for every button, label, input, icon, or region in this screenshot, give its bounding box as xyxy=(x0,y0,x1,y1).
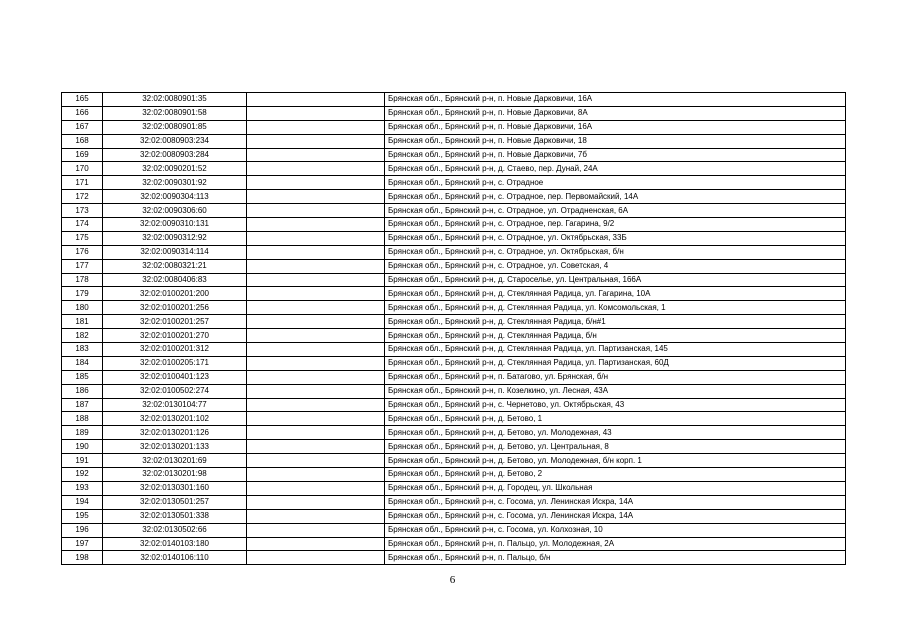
row-number-cell: 195 xyxy=(62,509,103,523)
table-row xyxy=(62,134,846,148)
cadastral-number-cell: 32:02:0100201:257 xyxy=(103,315,247,329)
empty-cell xyxy=(247,537,385,551)
row-number-cell: 190 xyxy=(62,440,103,454)
address-cell: Брянская обл., Брянский р-н, д. Стеклянная Радица, ул. Партизанская, 60Д xyxy=(385,356,846,370)
row-number-cell: 179 xyxy=(62,287,103,301)
row-number-cell: 194 xyxy=(62,495,103,509)
cadastral-number-cell: 32:02:0080406:83 xyxy=(103,273,247,287)
table-row xyxy=(62,259,846,273)
table-row xyxy=(62,120,846,134)
cadastral-number-cell: 32:02:0100502:274 xyxy=(103,384,247,398)
address-cell: Брянская обл., Брянский р-н, с. Отрадное, ул. Отрадненская, 6А xyxy=(385,204,846,218)
empty-cell xyxy=(247,93,385,107)
address-cell: Брянская обл., Брянский р-н, п. Новые Дарковичи, 16А xyxy=(385,93,846,107)
cadastral-number-cell: 32:02:0130201:98 xyxy=(103,468,247,482)
row-number-cell: 173 xyxy=(62,204,103,218)
row-number-cell: 171 xyxy=(62,176,103,190)
row-number-cell: 189 xyxy=(62,426,103,440)
table-row xyxy=(62,356,846,370)
row-number-cell: 176 xyxy=(62,245,103,259)
row-number-cell: 166 xyxy=(62,106,103,120)
cadastral-number-cell: 32:02:0100201:200 xyxy=(103,287,247,301)
table-row xyxy=(62,93,846,107)
empty-cell xyxy=(247,231,385,245)
address-cell: Брянская обл., Брянский р-н, п. Новые Дарковичи, 18 xyxy=(385,134,846,148)
cadastral-number-cell: 32:02:0080901:58 xyxy=(103,106,247,120)
address-cell: Брянская обл., Брянский р-н, п. Новые Дарковичи, 16А xyxy=(385,120,846,134)
cadastral-number-cell: 32:02:0100201:312 xyxy=(103,343,247,357)
table-row xyxy=(62,509,846,523)
registry-table xyxy=(61,92,846,565)
row-number-cell: 175 xyxy=(62,231,103,245)
address-cell: Брянская обл., Брянский р-н, д. Стеклянная Радица, ул. Гагарина, 10А xyxy=(385,287,846,301)
row-number-cell: 165 xyxy=(62,93,103,107)
address-cell: Брянская обл., Брянский р-н, п. Пальцо, ул. Молодежная, 2А xyxy=(385,537,846,551)
cadastral-number-cell: 32:02:0090304:113 xyxy=(103,190,247,204)
cadastral-number-cell: 32:02:0130502:66 xyxy=(103,523,247,537)
cadastral-number-cell: 32:02:0130201:102 xyxy=(103,412,247,426)
empty-cell xyxy=(247,134,385,148)
address-cell: Брянская обл., Брянский р-н, с. Отрадное xyxy=(385,176,846,190)
cadastral-number-cell: 32:02:0130301:160 xyxy=(103,481,247,495)
cadastral-number-cell: 32:02:0100401:123 xyxy=(103,370,247,384)
cadastral-number-cell: 32:02:0090312:92 xyxy=(103,231,247,245)
cadastral-number-cell: 32:02:0080901:35 xyxy=(103,93,247,107)
cadastral-number-cell: 32:02:0100201:256 xyxy=(103,301,247,315)
row-number-cell: 191 xyxy=(62,454,103,468)
table-row xyxy=(62,190,846,204)
empty-cell xyxy=(247,329,385,343)
table-row xyxy=(62,162,846,176)
address-cell: Брянская обл., Брянский р-н, д. Бетово, ул. Центральная, 8 xyxy=(385,440,846,454)
empty-cell xyxy=(247,523,385,537)
cadastral-number-cell: 32:02:0130201:126 xyxy=(103,426,247,440)
empty-cell xyxy=(247,301,385,315)
table-row xyxy=(62,148,846,162)
empty-cell xyxy=(247,412,385,426)
cadastral-number-cell: 32:02:0080903:284 xyxy=(103,148,247,162)
empty-cell xyxy=(247,495,385,509)
cadastral-number-cell: 32:02:0100205:171 xyxy=(103,356,247,370)
address-cell: Брянская обл., Брянский р-н, д. Староселье, ул. Центральная, 166А xyxy=(385,273,846,287)
empty-cell xyxy=(247,384,385,398)
address-cell: Брянская обл., Брянский р-н, п. Новые Дарковичи, 8А xyxy=(385,106,846,120)
table-row xyxy=(62,204,846,218)
address-cell: Брянская обл., Брянский р-н, д. Бетово, ул. Молодежная, б/н корп. 1 xyxy=(385,454,846,468)
address-cell: Брянская обл., Брянский р-н, с. Отрадное, пер. Гагарина, 9/2 xyxy=(385,218,846,232)
address-cell: Брянская обл., Брянский р-н, д. Бетово, ул. Молодежная, 43 xyxy=(385,426,846,440)
cadastral-number-cell: 32:02:0080321:21 xyxy=(103,259,247,273)
empty-cell xyxy=(247,440,385,454)
table-row xyxy=(62,537,846,551)
cadastral-number-cell: 32:02:0130501:338 xyxy=(103,509,247,523)
address-cell: Брянская обл., Брянский р-н, с. Отрадное, пер. Первомайский, 14А xyxy=(385,190,846,204)
address-cell: Брянская обл., Брянский р-н, с. Отрадное, ул. Советская, 4 xyxy=(385,259,846,273)
empty-cell xyxy=(247,218,385,232)
address-cell: Брянская обл., Брянский р-н, д. Стеклянная Радица, ул. Комсомольская, 1 xyxy=(385,301,846,315)
cadastral-number-cell: 32:02:0090306:60 xyxy=(103,204,247,218)
empty-cell xyxy=(247,162,385,176)
table-row xyxy=(62,440,846,454)
empty-cell xyxy=(247,315,385,329)
empty-cell xyxy=(247,343,385,357)
row-number-cell: 184 xyxy=(62,356,103,370)
cadastral-number-cell: 32:02:0090301:92 xyxy=(103,176,247,190)
row-number-cell: 193 xyxy=(62,481,103,495)
table-row xyxy=(62,551,846,565)
cadastral-number-cell: 32:02:0090310:131 xyxy=(103,218,247,232)
row-number-cell: 180 xyxy=(62,301,103,315)
empty-cell xyxy=(247,287,385,301)
row-number-cell: 172 xyxy=(62,190,103,204)
cadastral-number-cell: 32:02:0130501:257 xyxy=(103,495,247,509)
empty-cell xyxy=(247,273,385,287)
table-row xyxy=(62,426,846,440)
address-cell: Брянская обл., Брянский р-н, п. Пальцо, б/н xyxy=(385,551,846,565)
empty-cell xyxy=(247,204,385,218)
table-row xyxy=(62,273,846,287)
address-cell: Брянская обл., Брянский р-н, д. Стеклянная Радица, ул. Партизанская, 145 xyxy=(385,343,846,357)
table-row xyxy=(62,384,846,398)
table-row xyxy=(62,412,846,426)
table-row xyxy=(62,454,846,468)
row-number-cell: 174 xyxy=(62,218,103,232)
table-row xyxy=(62,468,846,482)
address-cell: Брянская обл., Брянский р-н, с. Отрадное, ул. Октябрьская, 33Б xyxy=(385,231,846,245)
row-number-cell: 183 xyxy=(62,343,103,357)
table-row xyxy=(62,495,846,509)
row-number-cell: 181 xyxy=(62,315,103,329)
address-cell: Брянская обл., Брянский р-н, д. Бетово, 2 xyxy=(385,468,846,482)
table-row xyxy=(62,370,846,384)
address-cell: Брянская обл., Брянский р-н, п. Козелкино, ул. Лесная, 43А xyxy=(385,384,846,398)
table-row xyxy=(62,523,846,537)
address-cell: Брянская обл., Брянский р-н, д. Бетово, 1 xyxy=(385,412,846,426)
row-number-cell: 169 xyxy=(62,148,103,162)
address-cell: Брянская обл., Брянский р-н, д. Стеклянная Радица, б/н#1 xyxy=(385,315,846,329)
address-cell: Брянская обл., Брянский р-н, д. Городец, ул. Школьная xyxy=(385,481,846,495)
table-row xyxy=(62,287,846,301)
row-number-cell: 196 xyxy=(62,523,103,537)
cadastral-number-cell: 32:02:0130201:69 xyxy=(103,454,247,468)
address-cell: Брянская обл., Брянский р-н, с. Госома, ул. Колхозная, 10 xyxy=(385,523,846,537)
address-cell: Брянская обл., Брянский р-н, с. Госома, ул. Ленинская Искра, 14А xyxy=(385,495,846,509)
empty-cell xyxy=(247,370,385,384)
row-number-cell: 177 xyxy=(62,259,103,273)
cadastral-number-cell: 32:02:0080903:234 xyxy=(103,134,247,148)
address-cell: Брянская обл., Брянский р-н, п. Батагово, ул. Брянская, б/н xyxy=(385,370,846,384)
table-row xyxy=(62,301,846,315)
row-number-cell: 185 xyxy=(62,370,103,384)
table-row xyxy=(62,329,846,343)
empty-cell xyxy=(247,106,385,120)
cadastral-number-cell: 32:02:0130201:133 xyxy=(103,440,247,454)
table-row xyxy=(62,245,846,259)
empty-cell xyxy=(247,120,385,134)
table-row xyxy=(62,218,846,232)
row-number-cell: 188 xyxy=(62,412,103,426)
row-number-cell: 168 xyxy=(62,134,103,148)
empty-cell xyxy=(247,176,385,190)
cadastral-number-cell: 32:02:0130104:77 xyxy=(103,398,247,412)
empty-cell xyxy=(247,398,385,412)
empty-cell xyxy=(247,190,385,204)
row-number-cell: 187 xyxy=(62,398,103,412)
empty-cell xyxy=(247,426,385,440)
page-number: 6 xyxy=(449,574,456,586)
address-cell: Брянская обл., Брянский р-н, с. Госома, ул. Ленинская Искра, 14А xyxy=(385,509,846,523)
address-cell: Брянская обл., Брянский р-н, д. Стеклянная Радица, б/н xyxy=(385,329,846,343)
row-number-cell: 170 xyxy=(62,162,103,176)
row-number-cell: 182 xyxy=(62,329,103,343)
address-cell: Брянская обл., Брянский р-н, д. Стаево, пер. Дунай, 24А xyxy=(385,162,846,176)
address-cell: Брянская обл., Брянский р-н, п. Новые Дарковичи, 7б xyxy=(385,148,846,162)
table-row xyxy=(62,176,846,190)
registry-table-body xyxy=(62,93,846,565)
empty-cell xyxy=(247,259,385,273)
row-number-cell: 192 xyxy=(62,468,103,482)
empty-cell xyxy=(247,454,385,468)
cadastral-number-cell: 32:02:0100201:270 xyxy=(103,329,247,343)
row-number-cell: 167 xyxy=(62,120,103,134)
table-row xyxy=(62,398,846,412)
table-row xyxy=(62,106,846,120)
empty-cell xyxy=(247,551,385,565)
empty-cell xyxy=(247,509,385,523)
table-row xyxy=(62,343,846,357)
cadastral-number-cell: 32:02:0090201:52 xyxy=(103,162,247,176)
row-number-cell: 186 xyxy=(62,384,103,398)
address-cell: Брянская обл., Брянский р-н, с. Отрадное, ул. Октябрьская, б/н xyxy=(385,245,846,259)
empty-cell xyxy=(247,245,385,259)
empty-cell xyxy=(247,148,385,162)
empty-cell xyxy=(247,468,385,482)
row-number-cell: 178 xyxy=(62,273,103,287)
cadastral-number-cell: 32:02:0140103:180 xyxy=(103,537,247,551)
table-row xyxy=(62,481,846,495)
cadastral-number-cell: 32:02:0080901:85 xyxy=(103,120,247,134)
table-row xyxy=(62,315,846,329)
empty-cell xyxy=(247,356,385,370)
row-number-cell: 197 xyxy=(62,537,103,551)
row-number-cell: 198 xyxy=(62,551,103,565)
cadastral-number-cell: 32:02:0140106:110 xyxy=(103,551,247,565)
address-cell: Брянская обл., Брянский р-н, с. Чернетово, ул. Октябрьская, 43 xyxy=(385,398,846,412)
empty-cell xyxy=(247,481,385,495)
cadastral-number-cell: 32:02:0090314:114 xyxy=(103,245,247,259)
table-row xyxy=(62,231,846,245)
